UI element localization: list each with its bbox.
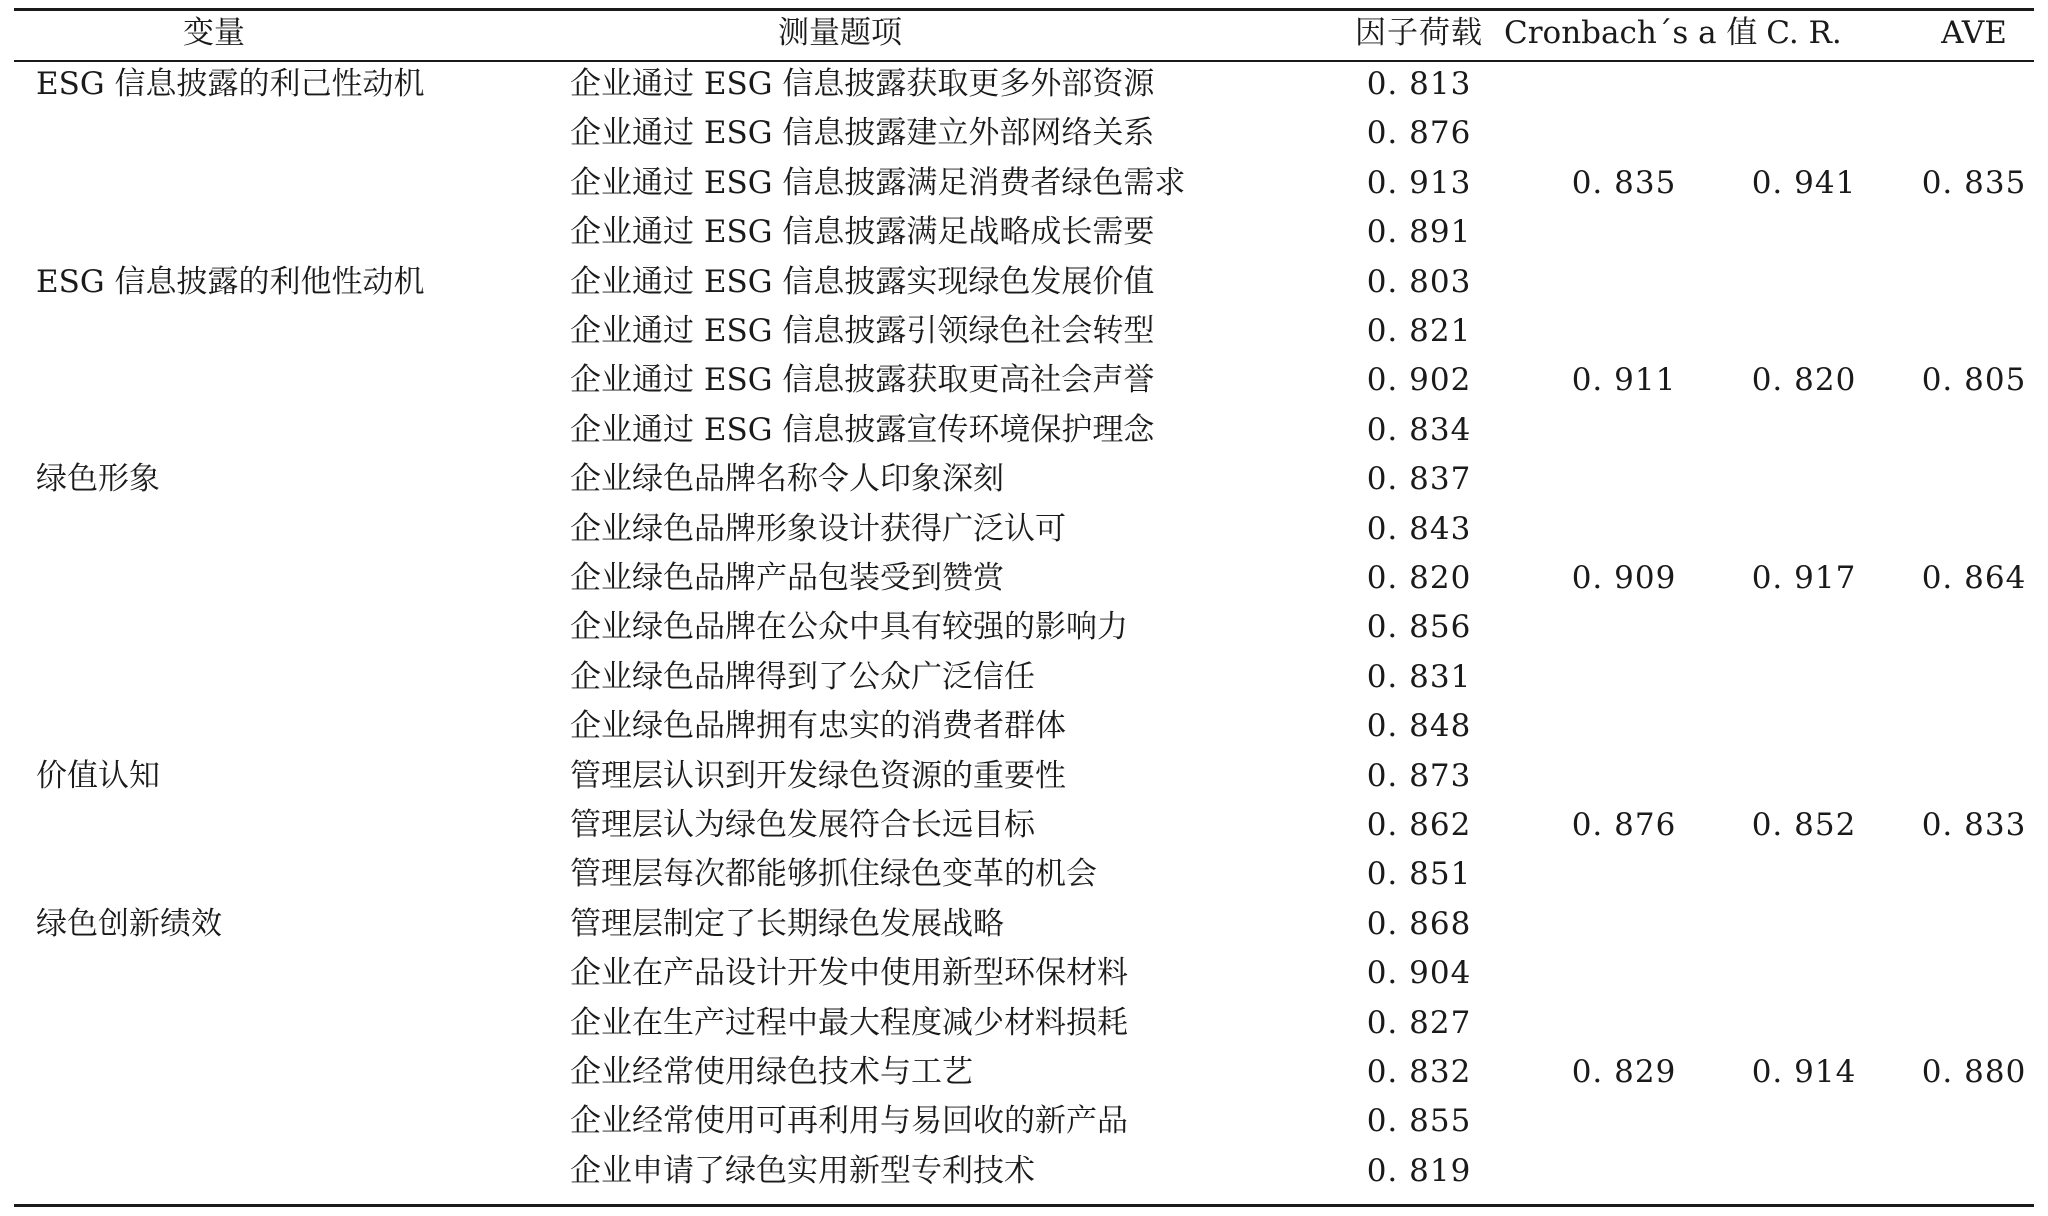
- loading-cell: 0. 851: [1366, 856, 1472, 892]
- item-cell: 企业绿色品牌名称令人印象深刻: [570, 461, 1004, 497]
- item-cell: 企业通过 ESG 信息披露满足消费者绿色需求: [570, 165, 1186, 201]
- item-cell: 企业申请了绿色实用新型专利技术: [570, 1153, 1035, 1189]
- item-cell: 企业绿色品牌拥有忠实的消费者群体: [570, 708, 1066, 744]
- alpha-cell: 0. 876: [1571, 807, 1677, 843]
- loading-cell: 0. 820: [1366, 560, 1472, 596]
- header-loading: 因子荷载: [1355, 15, 1483, 51]
- item-cell: 企业通过 ESG 信息披露宣传环境保护理念: [570, 412, 1155, 448]
- loading-cell: 0. 876: [1366, 115, 1472, 151]
- cr-cell: 0. 820: [1751, 362, 1857, 398]
- loading-cell: 0. 891: [1366, 214, 1472, 250]
- item-cell: 企业经常使用绿色技术与工艺: [570, 1054, 973, 1090]
- loading-cell: 0. 803: [1366, 264, 1472, 300]
- ave-cell: 0. 833: [1921, 807, 2027, 843]
- header-variable: 变量: [183, 15, 245, 51]
- alpha-cell: 0. 829: [1571, 1054, 1677, 1090]
- item-cell: 企业通过 ESG 信息披露获取更高社会声誉: [570, 362, 1155, 398]
- variable-cell: 绿色形象: [36, 461, 160, 497]
- header-item: 测量题项: [778, 15, 902, 51]
- ave-cell: 0. 864: [1921, 560, 2027, 596]
- loading-cell: 0. 856: [1366, 609, 1472, 645]
- item-cell: 企业通过 ESG 信息披露获取更多外部资源: [570, 66, 1155, 102]
- item-cell: 企业绿色品牌产品包装受到赞赏: [570, 560, 1004, 596]
- loading-cell: 0. 821: [1366, 313, 1472, 349]
- variable-cell: ESG 信息披露的利他性动机: [36, 264, 425, 300]
- item-cell: 管理层每次都能够抓住绿色变革的机会: [570, 856, 1097, 892]
- header-cr: C. R.: [1766, 15, 1842, 51]
- loading-cell: 0. 855: [1366, 1103, 1472, 1139]
- cr-cell: 0. 941: [1751, 165, 1857, 201]
- item-cell: 企业绿色品牌在公众中具有较强的影响力: [570, 609, 1128, 645]
- alpha-cell: 0. 909: [1571, 560, 1677, 596]
- loading-cell: 0. 904: [1366, 955, 1472, 991]
- top-rule: [14, 8, 2034, 11]
- item-cell: 企业通过 ESG 信息披露建立外部网络关系: [570, 115, 1155, 151]
- loading-cell: 0. 862: [1366, 807, 1472, 843]
- item-cell: 企业经常使用可再利用与易回收的新产品: [570, 1103, 1128, 1139]
- header-rule: [14, 60, 2034, 62]
- header-ave: AVE: [1941, 15, 2007, 51]
- item-cell: 企业绿色品牌得到了公众广泛信任: [570, 659, 1035, 695]
- header-alpha: Cronbach´s a 值: [1504, 15, 1758, 51]
- item-cell: 企业通过 ESG 信息披露引领绿色社会转型: [570, 313, 1155, 349]
- alpha-cell: 0. 835: [1571, 165, 1677, 201]
- ave-cell: 0. 805: [1921, 362, 2027, 398]
- loading-cell: 0. 902: [1366, 362, 1472, 398]
- item-cell: 管理层认为绿色发展符合长远目标: [570, 807, 1035, 843]
- item-cell: 企业在生产过程中最大程度减少材料损耗: [570, 1005, 1128, 1041]
- loading-cell: 0. 819: [1366, 1153, 1472, 1189]
- variable-cell: ESG 信息披露的利己性动机: [36, 66, 425, 102]
- item-cell: 管理层认识到开发绿色资源的重要性: [570, 758, 1066, 794]
- loading-cell: 0. 827: [1366, 1005, 1472, 1041]
- bottom-rule: [14, 1204, 2034, 1207]
- variable-cell: 绿色创新绩效: [36, 906, 222, 942]
- alpha-cell: 0. 911: [1571, 362, 1677, 398]
- loading-cell: 0. 848: [1366, 708, 1472, 744]
- loading-cell: 0. 831: [1366, 659, 1472, 695]
- item-cell: 企业在产品设计开发中使用新型环保材料: [570, 955, 1128, 991]
- loading-cell: 0. 837: [1366, 461, 1472, 497]
- variable-cell: 价值认知: [36, 758, 160, 794]
- loading-cell: 0. 873: [1366, 758, 1472, 794]
- loading-cell: 0. 832: [1366, 1054, 1472, 1090]
- item-cell: 企业通过 ESG 信息披露满足战略成长需要: [570, 214, 1155, 250]
- item-cell: 企业通过 ESG 信息披露实现绿色发展价值: [570, 264, 1155, 300]
- loading-cell: 0. 868: [1366, 906, 1472, 942]
- cr-cell: 0. 914: [1751, 1054, 1857, 1090]
- ave-cell: 0. 880: [1921, 1054, 2027, 1090]
- item-cell: 企业绿色品牌形象设计获得广泛认可: [570, 511, 1066, 547]
- ave-cell: 0. 835: [1921, 165, 2027, 201]
- item-cell: 管理层制定了长期绿色发展战略: [570, 906, 1004, 942]
- loading-cell: 0. 913: [1366, 165, 1472, 201]
- loading-cell: 0. 843: [1366, 511, 1472, 547]
- cr-cell: 0. 852: [1751, 807, 1857, 843]
- loading-cell: 0. 813: [1366, 66, 1472, 102]
- cr-cell: 0. 917: [1751, 560, 1857, 596]
- loading-cell: 0. 834: [1366, 412, 1472, 448]
